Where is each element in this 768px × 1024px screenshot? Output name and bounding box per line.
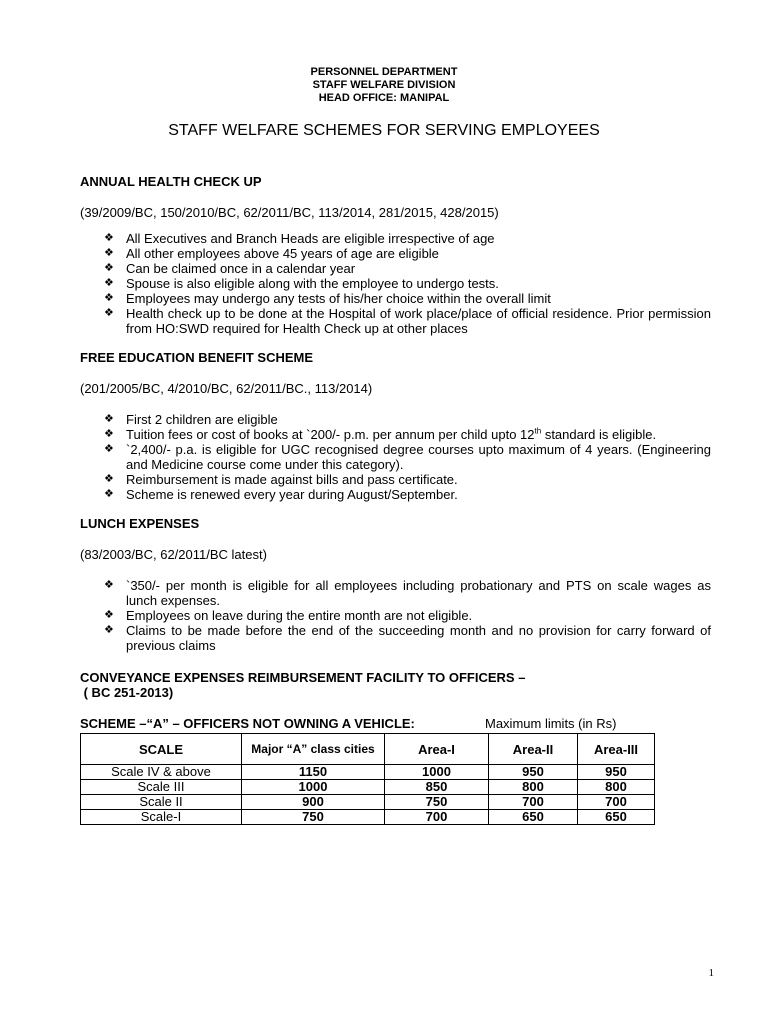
list-item: ❖ Health check up to be done at the Hospital of work place/place of official residence. Prior permission from HO:SWD required for Health Check up at other places	[104, 306, 711, 336]
bullet-icon: ❖	[104, 232, 114, 244]
bullet-icon: ❖	[104, 488, 114, 500]
bullet-icon: ❖	[104, 413, 114, 425]
conveyance-table	[80, 733, 655, 825]
list-item: ❖ `2,400/- p.a. is eligible for UGC recognised degree courses upto maximum of 4 years. (Engineering and Medicine course come under this category).	[104, 442, 711, 472]
department-heading: PERSONNEL DEPARTMENT	[310, 66, 458, 78]
table-cell: 800	[578, 780, 655, 795]
table-cell: 850	[385, 780, 489, 795]
bullet-icon: ❖	[104, 307, 114, 319]
division-heading: STAFF WELFARE DIVISION	[312, 79, 456, 91]
list-item: ❖ Claims to be made before the end of the succeeding month and no provision for carry forward of previous claims	[104, 623, 711, 653]
column-header: Area-I	[385, 734, 489, 765]
health-section-heading: ANNUAL HEALTH CHECK UP	[80, 174, 262, 189]
bullet-icon: ❖	[104, 292, 114, 304]
list-item: ❖ `350/- per month is eligible for all employees including probationary and PTS on scale wages as lunch expenses.	[104, 578, 711, 608]
education-list	[104, 412, 711, 502]
table-cell: 650	[578, 810, 655, 825]
column-header: Major “A” class cities	[242, 734, 385, 765]
column-header: Area-III	[578, 734, 655, 765]
list-item: ❖ Tuition fees or cost of books at `200/- p.m. per annum per child upto 12th standard is eligible.	[104, 426, 657, 442]
bullet-icon: ❖	[104, 609, 114, 621]
list-item: ❖ Employees may undergo any tests of his/her choice within the overall limit	[104, 291, 551, 306]
bullet-icon: ❖	[104, 428, 114, 440]
column-header: Area-II	[489, 734, 578, 765]
bullet-icon: ❖	[104, 579, 114, 591]
table-cell: 700	[578, 795, 655, 810]
bullet-icon: ❖	[104, 262, 114, 274]
table-cell: 750	[242, 810, 385, 825]
lunch-section-heading: LUNCH EXPENSES	[80, 516, 200, 531]
conveyance-section-heading: CONVEYANCE EXPENSES REIMBURSEMENT FACILITY TO OFFICERS –	[80, 670, 526, 685]
office-heading: HEAD OFFICE: MANIPAL	[318, 92, 450, 104]
list-item: ❖ Scheme is renewed every year during August/September.	[104, 487, 458, 502]
conveyance-reference: ( BC 251-2013)	[80, 685, 174, 700]
table-cell: 900	[242, 795, 385, 810]
health-references: (39/2009/BC, 150/2010/BC, 62/2011/BC, 113/2014, 281/2015, 428/2015)	[80, 205, 499, 220]
table-cell: 1000	[242, 780, 385, 795]
table-row	[81, 780, 655, 795]
table-cell: Scale II	[81, 795, 242, 810]
page-title: STAFF WELFARE SCHEMES FOR SERVING EMPLOYEES	[168, 122, 600, 139]
table-row	[81, 810, 655, 825]
lunch-list	[104, 578, 711, 653]
table-cell: 700	[489, 795, 578, 810]
bullet-icon: ❖	[104, 624, 114, 636]
table-cell: 700	[385, 810, 489, 825]
table-cell: 650	[489, 810, 578, 825]
bullet-icon: ❖	[104, 277, 114, 289]
table-cell: Scale III	[81, 780, 242, 795]
list-item: ❖ All Executives and Branch Heads are eligible irrespective of age	[104, 231, 495, 246]
education-section-heading: FREE EDUCATION BENEFIT SCHEME	[80, 350, 314, 365]
list-item: ❖ Spouse is also eligible along with the employee to undergo tests.	[104, 276, 499, 291]
table-cell: Scale-I	[81, 810, 242, 825]
table-cell: 1150	[242, 765, 385, 780]
maximum-limits-note: Maximum limits (in Rs)	[485, 716, 617, 731]
column-header: SCALE	[81, 734, 242, 765]
page-number: 1	[708, 967, 714, 979]
table-header-row	[81, 734, 655, 765]
table-cell: Scale IV & above	[81, 765, 242, 780]
table-cell: 1000	[385, 765, 489, 780]
list-item: ❖ First 2 children are eligible	[104, 412, 278, 427]
bullet-icon: ❖	[104, 247, 114, 259]
table-cell: 800	[489, 780, 578, 795]
bullet-icon: ❖	[104, 473, 114, 485]
list-item: ❖ All other employees above 45 years of age are eligible	[104, 246, 439, 261]
list-item: ❖ Employees on leave during the entire month are not eligible.	[104, 608, 473, 623]
list-item: ❖ Reimbursement is made against bills and pass certificate.	[104, 472, 458, 487]
table-cell: 750	[385, 795, 489, 810]
scheme-a-label: SCHEME –“A” – OFFICERS NOT OWNING A VEHICLE:	[80, 716, 415, 731]
table-cell: 950	[578, 765, 655, 780]
health-list	[104, 231, 711, 336]
lunch-references: (83/2003/BC, 62/2011/BC latest)	[80, 547, 267, 562]
list-item: ❖ Can be claimed once in a calendar year	[104, 261, 356, 276]
education-references: (201/2005/BC, 4/2010/BC, 62/2011/BC., 113/2014)	[80, 381, 373, 396]
bullet-icon: ❖	[104, 443, 114, 455]
table-row	[81, 795, 655, 810]
table-cell: 950	[489, 765, 578, 780]
table-row	[81, 765, 655, 780]
